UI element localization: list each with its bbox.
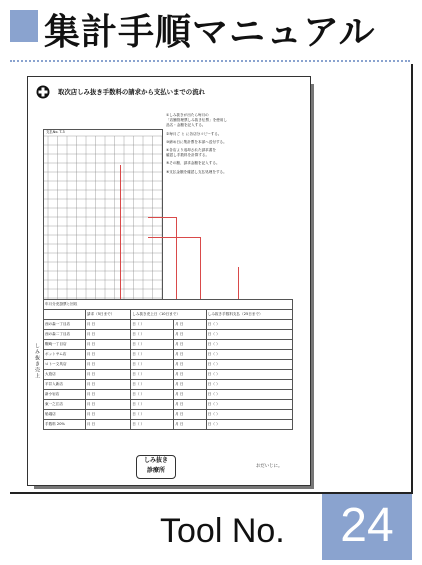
table-cell: 日（ ） [131, 370, 174, 380]
title-accent-bar [10, 10, 38, 42]
table-cell: 日（ ） [206, 360, 292, 370]
table-cell: 月 日 [174, 380, 207, 390]
table-cell: 新小岩店 [44, 390, 86, 400]
table-cell: 月 日 [174, 420, 207, 430]
table-row [44, 340, 293, 350]
table-cell: ロトー文具店 [44, 360, 86, 370]
table-cell: ポットサム店 [44, 350, 86, 360]
table-cell: 日（ ） [131, 320, 174, 330]
col-head [44, 310, 86, 320]
shiminuki-logo [136, 455, 176, 479]
table-cell: 日（ ） [131, 330, 174, 340]
table-row [44, 420, 293, 430]
instruction-item: ②毎月ご と に各店分コピーする。 [166, 131, 222, 136]
table-cell: 月 日 [174, 410, 207, 420]
col-head: しみ抜き手数料支払（25日まで） [206, 310, 292, 320]
table-row [44, 400, 293, 410]
table-row [44, 350, 293, 360]
form-col-head-row [44, 310, 293, 320]
table-cell: 月 日 [85, 380, 130, 390]
table-cell: 船堀店 [44, 410, 86, 420]
table-cell: 日（ ） [131, 340, 174, 350]
table-row [44, 320, 293, 330]
mini-form-caption: 支払No. T-3 [46, 130, 65, 134]
table-cell: 月 日 [174, 370, 207, 380]
flow-line [238, 267, 239, 299]
table-cell: 月 日 [85, 370, 130, 380]
document-image [27, 76, 311, 486]
table-cell: 月 日 [174, 400, 207, 410]
table-cell: 月 日 [85, 330, 130, 340]
table-row [44, 330, 293, 340]
flow-line [120, 165, 121, 305]
table-row [44, 380, 293, 390]
tool-number: 24 [340, 499, 394, 552]
form-header-row [44, 300, 293, 310]
table-cell: 日（ ） [206, 390, 292, 400]
table-cell: 大島店 [44, 370, 86, 380]
table-cell: 日（ ） [206, 370, 292, 380]
table-cell: 日（ ） [206, 330, 292, 340]
flow-line [148, 217, 176, 218]
page-header [0, 0, 422, 58]
document-signature: おだいじに。 [256, 464, 283, 469]
cross-logo-icon [36, 85, 50, 99]
instruction-item: ③締め日に集計票を本部へ送付する。 [166, 139, 227, 144]
table-cell: 日（ ） [206, 320, 292, 330]
collection-form [34, 299, 293, 443]
table-cell: 月 日 [85, 410, 130, 420]
instruction-item: ⑤その額、請求金額を記入する。 [166, 161, 220, 166]
table-cell: 東一之江店 [44, 400, 86, 410]
table-row [44, 410, 293, 420]
table-cell: 日（ ） [206, 350, 292, 360]
table-cell: 日（ ） [131, 350, 174, 360]
table-cell: 月 日 [174, 390, 207, 400]
table-cell: 月 日 [85, 420, 130, 430]
form-header-cell: 年月分売掛票と回収 [44, 300, 293, 310]
tool-number-box [322, 494, 412, 560]
table-cell: 日（ ） [131, 380, 174, 390]
table-row [44, 370, 293, 380]
table-cell: 月 日 [85, 350, 130, 360]
table-cell: 月 日 [85, 400, 130, 410]
col-head: しみ抜き売上日（10日まで） [131, 310, 207, 320]
table-cell: 日（ ） [131, 360, 174, 370]
table-cell: 月 日 [85, 360, 130, 370]
table-cell: 平井入新店 [44, 380, 86, 390]
table-cell: 日（ ） [206, 400, 292, 410]
instruction-item: ①しみ抜きが出たら毎月の 「店舗管理票しみ抜き伝票」を使用し 品名・金額を記入する。 [166, 113, 228, 128]
table-cell: 日（ ） [206, 340, 292, 350]
table-cell: 月 日 [174, 330, 207, 340]
table-cell: 手数料 20% [44, 420, 86, 430]
table-cell: 月 日 [85, 390, 130, 400]
instruction-item: ⑥支払金額を確認し支払処理をする。 [166, 169, 227, 174]
frame-right-line [411, 64, 413, 494]
flow-line [148, 237, 200, 238]
instruction-item: ④各店より返却された請求書を 確認し手数料を計算する。 [166, 148, 216, 158]
form-side-label: しみ抜き売上 [34, 343, 40, 379]
form-table [43, 299, 293, 430]
table-cell: 月 日 [174, 340, 207, 350]
table-cell: 月 日 [174, 350, 207, 360]
table-cell: 西の森二丁目店 [44, 330, 86, 340]
table-cell: 日（ ） [206, 410, 292, 420]
table-cell: 日（ ） [131, 390, 174, 400]
document-title: 取次店しみ抜き手数料の請求から支払いまでの流れ [58, 88, 205, 96]
col-head: 請求（5日まで） [85, 310, 130, 320]
table-cell: 西の森一丁目店 [44, 320, 86, 330]
table-cell: 日（ ） [131, 420, 174, 430]
table-cell: 日（ ） [206, 380, 292, 390]
page-title: 集計手順マニュアル [44, 12, 376, 53]
dotted-divider [10, 60, 410, 62]
table-row [44, 360, 293, 370]
table-cell: 日（ ） [206, 420, 292, 430]
table-cell: 幌崎一丁目店 [44, 340, 86, 350]
logo-text: しみ抜き 診療所 [143, 457, 168, 474]
instruction-list [166, 113, 306, 178]
table-row [44, 390, 293, 400]
flow-line [200, 237, 201, 299]
table-cell: 日（ ） [131, 410, 174, 420]
table-cell: 月 日 [174, 360, 207, 370]
table-cell: 日（ ） [131, 400, 174, 410]
document-title-row [36, 85, 296, 103]
table-cell: 月 日 [174, 320, 207, 330]
flow-line [176, 217, 177, 301]
table-cell: 月 日 [85, 340, 130, 350]
table-cell: 月 日 [85, 320, 130, 330]
tool-label: Tool No. [160, 512, 285, 550]
